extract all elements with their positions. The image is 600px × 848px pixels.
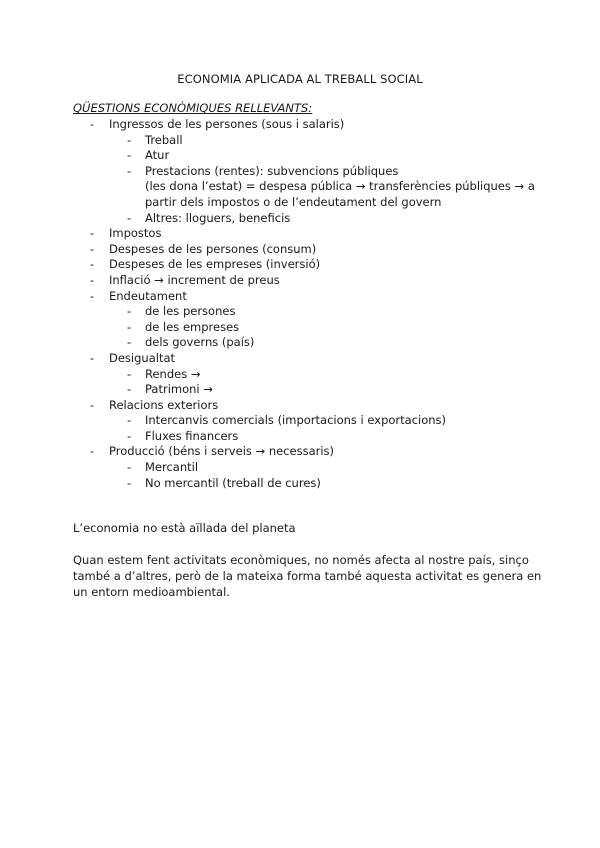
list-item-text: de les empreses	[145, 319, 240, 334]
list-item	[0, 398, 600, 414]
list-item-text: Despeses de les persones (consum)	[109, 241, 317, 256]
list-item-text: No mercantil (treball de cures)	[145, 475, 321, 490]
bullet-dash: -	[127, 335, 132, 350]
list-item-text: dels governs (país)	[145, 335, 255, 350]
list-item-text: Altres: lloguers, beneficis	[145, 210, 291, 225]
list-item-text: Fluxes financers	[145, 428, 239, 443]
bullet-dash: -	[90, 226, 95, 241]
sub-list-item	[0, 460, 600, 476]
sub-list-item	[0, 133, 600, 149]
list-item-text: Impostos	[109, 226, 162, 241]
sub-list-item	[0, 320, 600, 336]
bullet-dash: -	[127, 366, 132, 381]
bullet-dash: -	[127, 148, 132, 163]
list-item-text: Patrimoni →	[145, 382, 213, 397]
sub-list-item	[0, 211, 600, 227]
sub-list-item	[0, 304, 600, 320]
list-item	[0, 351, 600, 367]
sub-list-item	[0, 429, 600, 445]
list-item-text: de les persones	[145, 304, 236, 319]
bullet-dash: -	[127, 413, 132, 428]
list-item-text: Relacions exteriors	[109, 397, 219, 412]
list-item-text: (les dona l’estat) = despesa pública → transferències públiques → a	[145, 179, 535, 194]
list-item-text: partir dels impostos o de l’endeutament del govern	[145, 194, 442, 209]
list-item-text: Producció (béns i serveis → necessaris)	[109, 444, 335, 459]
bullet-dash: -	[127, 132, 132, 147]
list-item	[0, 117, 600, 133]
list-item	[0, 242, 600, 258]
list-item-text: Desigualtat	[109, 350, 176, 365]
bullet-dash: -	[127, 163, 132, 178]
list-item	[0, 273, 600, 289]
paragraph-economic-activity	[73, 552, 542, 600]
paragraph-line: un entorn medioambiental.	[73, 585, 230, 599]
list-item-text: Inflació → increment de preus	[109, 272, 280, 287]
sub-list-item	[0, 382, 600, 398]
bullet-dash: -	[127, 319, 132, 334]
paragraph-line: també a d’altres, però de la mateixa forma també aquesta activitat es genera en	[73, 569, 542, 583]
sub-list-item	[0, 164, 600, 180]
bullet-dash: -	[127, 210, 132, 225]
bullet-dash: -	[90, 117, 95, 131]
bullet-dash: -	[90, 350, 95, 365]
sub-list-item	[0, 476, 600, 492]
bullet-dash: -	[90, 288, 95, 303]
sub-list-item	[0, 367, 600, 383]
sub-list-item	[0, 413, 600, 429]
bullet-dash: -	[127, 460, 132, 475]
sub-list-item	[0, 148, 600, 164]
bullet-dash: -	[127, 475, 132, 490]
list-item-text: Prestacions (rentes): subvencions públiques	[145, 163, 399, 178]
bullet-list	[0, 117, 600, 491]
document-title: ECONOMIA APLICADA AL TREBALL SOCIAL	[177, 72, 423, 86]
list-item	[0, 257, 600, 273]
list-item-text: Intercanvis comercials (importacions i exportacions)	[145, 413, 447, 428]
list-item-text: Rendes →	[145, 366, 201, 381]
bullet-dash: -	[127, 304, 132, 319]
list-item-text: Despeses de les empreses (inversió)	[109, 257, 321, 272]
paragraph-planet: L’economia no està aïllada del planeta	[73, 521, 296, 535]
bullet-dash: -	[90, 272, 95, 287]
list-item	[0, 226, 600, 242]
list-item-continuation	[0, 195, 600, 211]
list-item	[0, 444, 600, 460]
list-item-text: Mercantil	[145, 460, 199, 475]
list-item-continuation	[0, 179, 600, 195]
sub-list-item	[0, 335, 600, 351]
list-item-text: Ingressos de les persones (sous i salaris)	[109, 117, 345, 131]
bullet-dash: -	[90, 444, 95, 459]
list-item-text: Endeutament	[109, 288, 187, 303]
list-item-text: Treball	[145, 132, 183, 147]
bullet-dash: -	[90, 397, 95, 412]
section-heading: QÜESTIONS ECONÒMIQUES RELLEVANTS:	[73, 101, 313, 115]
bullet-dash: -	[90, 241, 95, 256]
bullet-dash: -	[127, 382, 132, 397]
paragraph-line: Quan estem fent activitats econòmiques, no només afecta al nostre país, sinço	[73, 553, 529, 567]
bullet-dash: -	[127, 428, 132, 443]
list-item-text: Atur	[145, 148, 170, 163]
list-item	[0, 289, 600, 305]
bullet-dash: -	[90, 257, 95, 272]
